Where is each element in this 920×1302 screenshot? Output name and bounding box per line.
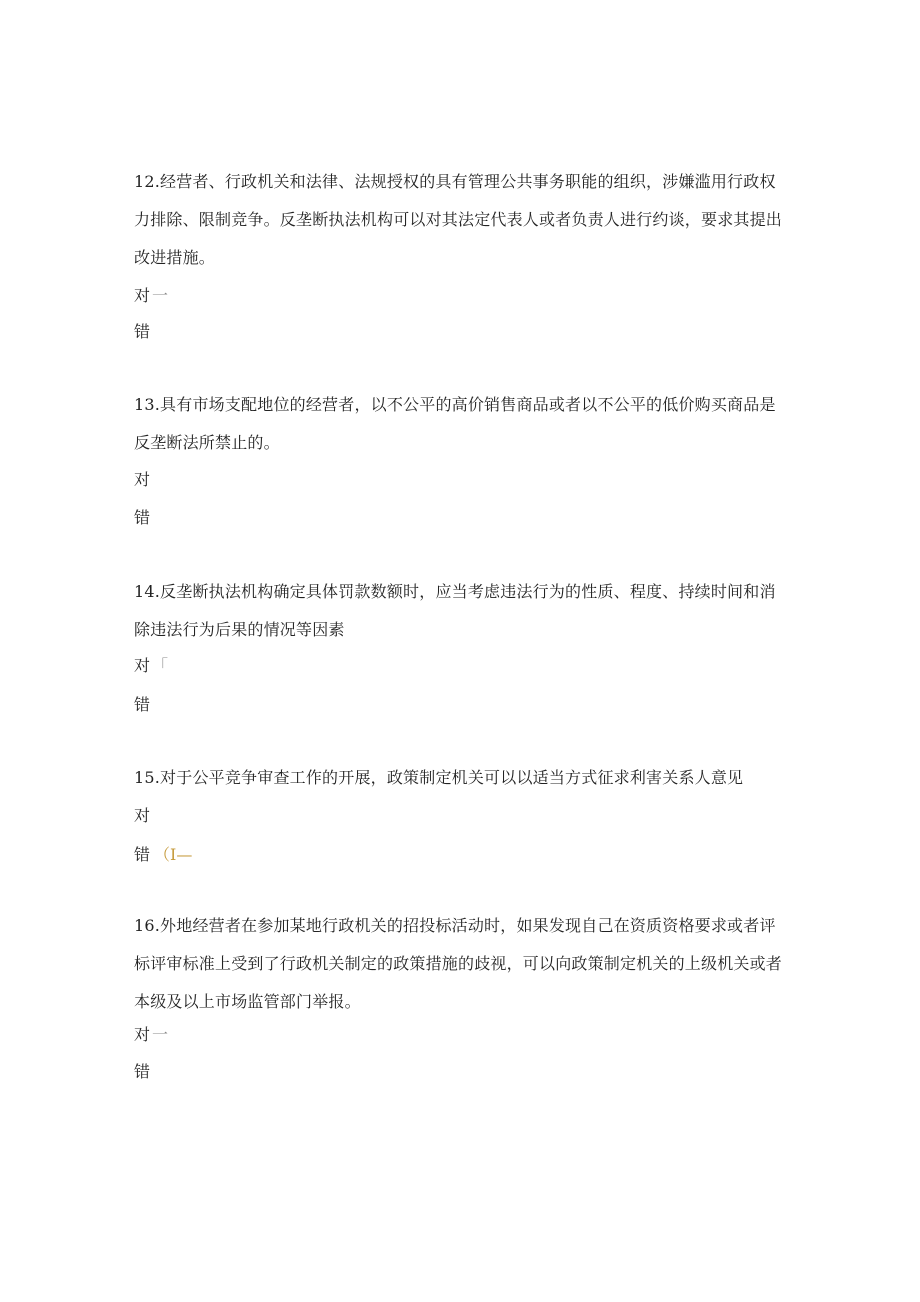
option-false	[134, 322, 152, 342]
option-true	[134, 806, 152, 826]
option-false	[134, 695, 152, 715]
question-12	[134, 163, 786, 277]
option-false-label: 错	[134, 695, 151, 714]
answer-mark: 一	[152, 1025, 169, 1044]
option-true-label: 对	[134, 1025, 151, 1044]
option-true-label: 对	[134, 806, 151, 825]
question-text: 15.对于公平竞争审查工作的开展，政策制定机关可以以适当方式征求利害关系人意见	[134, 768, 744, 787]
question-text: 14.反垄断执法机构确定具体罚款数额时，应当考虑违法行为的性质、程度、持续时间和消除违法行为后果的情况等因素	[134, 582, 776, 639]
option-true-label: 对	[134, 656, 151, 675]
option-false	[134, 1062, 152, 1082]
option-false-label: 错	[134, 1062, 151, 1081]
option-true	[134, 656, 168, 676]
option-false	[134, 508, 152, 528]
option-false-label: 错	[134, 845, 151, 864]
question-14	[134, 573, 786, 649]
option-true	[134, 286, 168, 306]
question-text: 12.经营者、行政机关和法律、法规授权的具有管理公共事务职能的组织，涉嫌滥用行政权力排除、限制竞争。反垄断执法机构可以对其法定代表人或者负责人进行约谈，要求其提出改进措施。	[134, 172, 783, 267]
question-text: 16.外地经营者在参加某地行政机关的招投标活动时，如果发现自己在资质资格要求或者评标评审标准上受到了行政机关制定的政策措施的歧视，可以向政策制定机关的上级机关或者本级及以上市场监管部门举报。	[134, 916, 783, 1011]
answer-mark: 一	[152, 286, 169, 305]
answer-mark: 「	[152, 656, 169, 675]
option-false	[134, 845, 192, 865]
option-true	[134, 1025, 168, 1045]
answer-mark: （I—	[154, 845, 193, 864]
option-true	[134, 470, 152, 490]
question-16	[134, 907, 786, 1021]
option-false-label: 错	[134, 508, 151, 527]
question-text: 13.具有市场支配地位的经营者，以不公平的高价销售商品或者以不公平的低价购买商品是反垄断法所禁止的。	[134, 395, 776, 452]
question-15	[134, 759, 786, 797]
option-true-label: 对	[134, 286, 151, 305]
question-13	[134, 386, 786, 462]
option-false-label: 错	[134, 322, 151, 341]
option-true-label: 对	[134, 470, 151, 489]
